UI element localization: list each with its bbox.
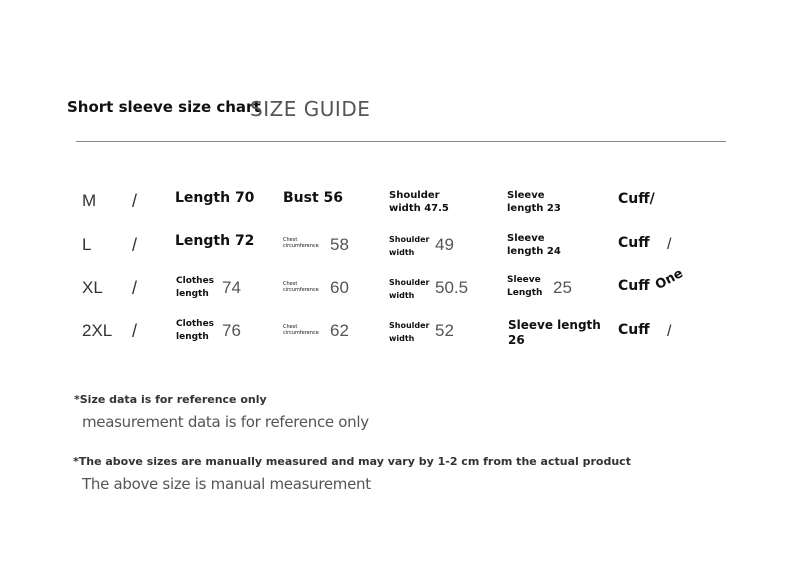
note-manual-bold: *The above sizes are manually measured and may vary by 1-2 cm from the actual product <box>73 455 631 468</box>
chest-value: 62 <box>330 321 349 340</box>
note-reference: measurement data is for reference only <box>82 413 369 431</box>
size-label: M <box>82 191 97 210</box>
cuff-separator: / <box>667 236 672 253</box>
cuff-label: Cuff/ <box>618 191 655 207</box>
sleeve-label: Sleeve length 24 <box>507 233 561 257</box>
sleeve-label: Sleeve length 23 <box>507 190 561 214</box>
cuff-label: Cuff <box>618 278 650 294</box>
size-label: XL <box>82 278 103 297</box>
note-reference-bold: *Size data is for reference only <box>74 393 267 406</box>
cuff-label: Cuff <box>618 235 650 251</box>
separator: / <box>132 235 138 255</box>
clothes-length-value: 74 <box>222 278 241 297</box>
chest-label: Chest circumference <box>283 281 319 293</box>
cuff-separator: / <box>667 323 672 340</box>
shoulder-value: 49 <box>435 235 454 254</box>
size-label: L <box>82 235 92 254</box>
sleeve-value: 25 <box>553 278 572 297</box>
chest-label: Chest circumference <box>283 237 319 249</box>
divider <box>76 141 726 142</box>
size-label: 2XL <box>82 321 113 340</box>
chest-value: 60 <box>330 278 349 297</box>
cuff-one-label: One <box>652 266 686 293</box>
length-label: Length 70 <box>175 190 255 206</box>
chest-value: 58 <box>330 235 349 254</box>
chart-title: Short sleeve size chart <box>67 98 261 116</box>
shoulder-label: Shoulder width <box>389 235 430 257</box>
bust-label: Bust 56 <box>283 190 344 206</box>
shoulder-value: 50.5 <box>435 278 469 297</box>
size-guide-heading: SIZE GUIDE <box>250 97 371 121</box>
separator: / <box>132 191 138 211</box>
separator: / <box>132 321 138 341</box>
clothes-length-label: Clothes length <box>176 319 215 342</box>
shoulder-label: Shoulder width <box>389 278 430 300</box>
length-label: Length 72 <box>175 233 255 249</box>
chest-label: Chest circumference <box>283 324 319 336</box>
shoulder-label: Shoulder width 47.5 <box>389 190 449 214</box>
separator: / <box>132 278 138 298</box>
shoulder-value: 52 <box>435 321 454 340</box>
clothes-length-label: Clothes length <box>176 276 215 299</box>
note-manual: The above size is manual measurement <box>82 475 371 493</box>
sleeve-label: Sleeve length 26 <box>508 318 601 347</box>
cuff-label: Cuff <box>618 322 650 338</box>
shoulder-label: Shoulder width <box>389 321 430 343</box>
clothes-length-value: 76 <box>222 321 241 340</box>
sleeve-label: Sleeve Length <box>507 275 543 298</box>
